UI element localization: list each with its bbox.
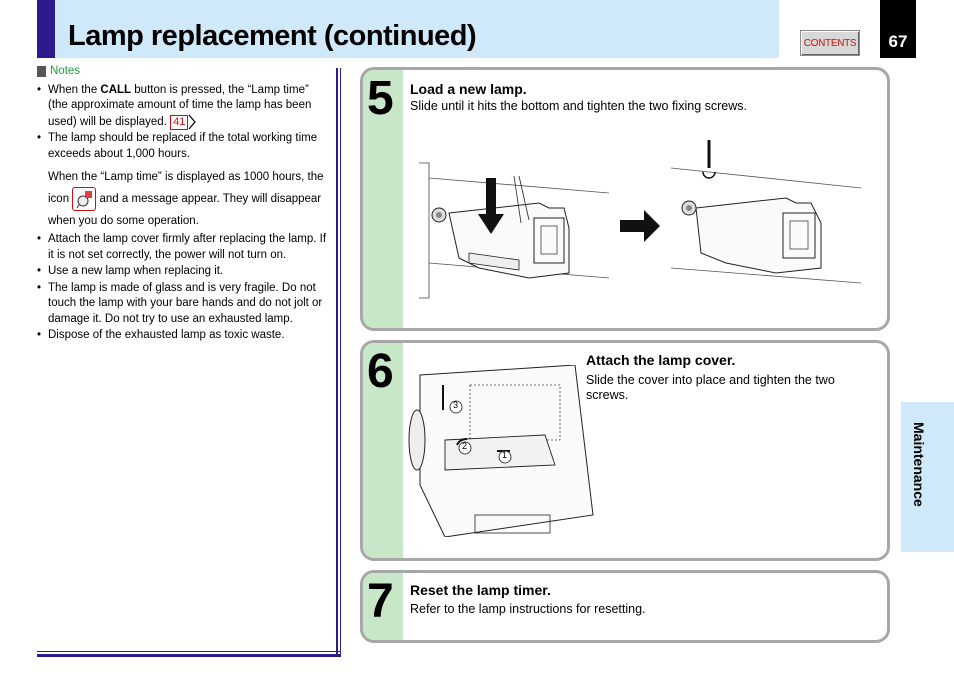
section-tab-maintenance[interactable] [901,402,954,552]
chevron-right-icon [188,114,196,130]
footer-rule [37,654,341,657]
note-item [48,83,331,131]
lamp-cover-illustration [405,365,597,537]
callout-1: 1 [502,450,508,460]
call-button-name: CALL [100,83,132,96]
callout-3: 3 [453,400,459,410]
arrow-down-icon [478,178,504,234]
notes-icon [37,66,46,77]
contents-button[interactable]: CONTENTS [800,30,860,56]
column-divider [340,68,341,656]
note-text: The lamp should be replaced if the total working time exceeds about 1,000 hours. [48,132,318,160]
arrow-right-icon [620,210,660,242]
footer-rule [37,651,341,652]
step-5-card [360,67,890,331]
lamp-insert-illustration [419,158,609,302]
note-item: • Use a new lamp when replacing it. [48,264,331,280]
lamp-warning-icon [72,187,96,211]
note-text: When the [48,83,101,96]
step-6-card [360,340,890,561]
page-title: Lamp replacement (continued) [68,20,477,52]
notes-list [37,83,331,344]
note-text: and a message appear. They will disappear when you do some operation. [48,193,322,228]
step-number: 5 [367,72,394,125]
column-divider [336,68,338,656]
step-number: 7 [367,575,394,628]
note-item: • Dispose of the exhausted lamp as toxic waste. [48,328,331,344]
step-title: Attach the lamp cover. [586,352,736,368]
header-accent-bar [37,0,55,58]
note-text: button is pressed, the “Lamp time” (the approximate amount of time the lamp has been used) will be displayed. [48,83,312,128]
step-title: Reset the lamp timer. [410,582,551,598]
notes-heading [37,64,331,80]
note-item: • The lamp is made of glass and is very fragile. Do not touch the lamp with your bare hands and do not jolt or damage it. Do not try to use an exhausted lamp. [48,281,331,328]
note-text: When the “Lamp time” is displayed as 1000 hours, the icon [48,171,324,206]
notes-title: Notes [50,65,81,77]
note-item [48,131,331,231]
step-description: Slide the cover into place and tighten the two screws. [586,373,835,402]
note-item: • Attach the lamp cover firmly after replacing the lamp. If it is not set correctly, the power will not turn on. [48,232,331,263]
page-reference-link[interactable]: 41 [170,115,188,130]
step-7-card [360,570,890,643]
page-number: 67 [880,0,916,58]
step-title: Load a new lamp. [410,81,527,97]
step-description: Refer to the lamp instructions for resetting. [410,602,646,616]
note-subparagraph [48,167,331,231]
callout-2: 2 [462,441,468,451]
step-description: Slide until it hits the bottom and tighten the two fixing screws. [410,99,747,113]
lamp-fastened-illustration [671,138,861,302]
step-number: 6 [367,345,394,398]
notes-panel [37,64,331,345]
section-tab-label: Maintenance [911,422,927,507]
